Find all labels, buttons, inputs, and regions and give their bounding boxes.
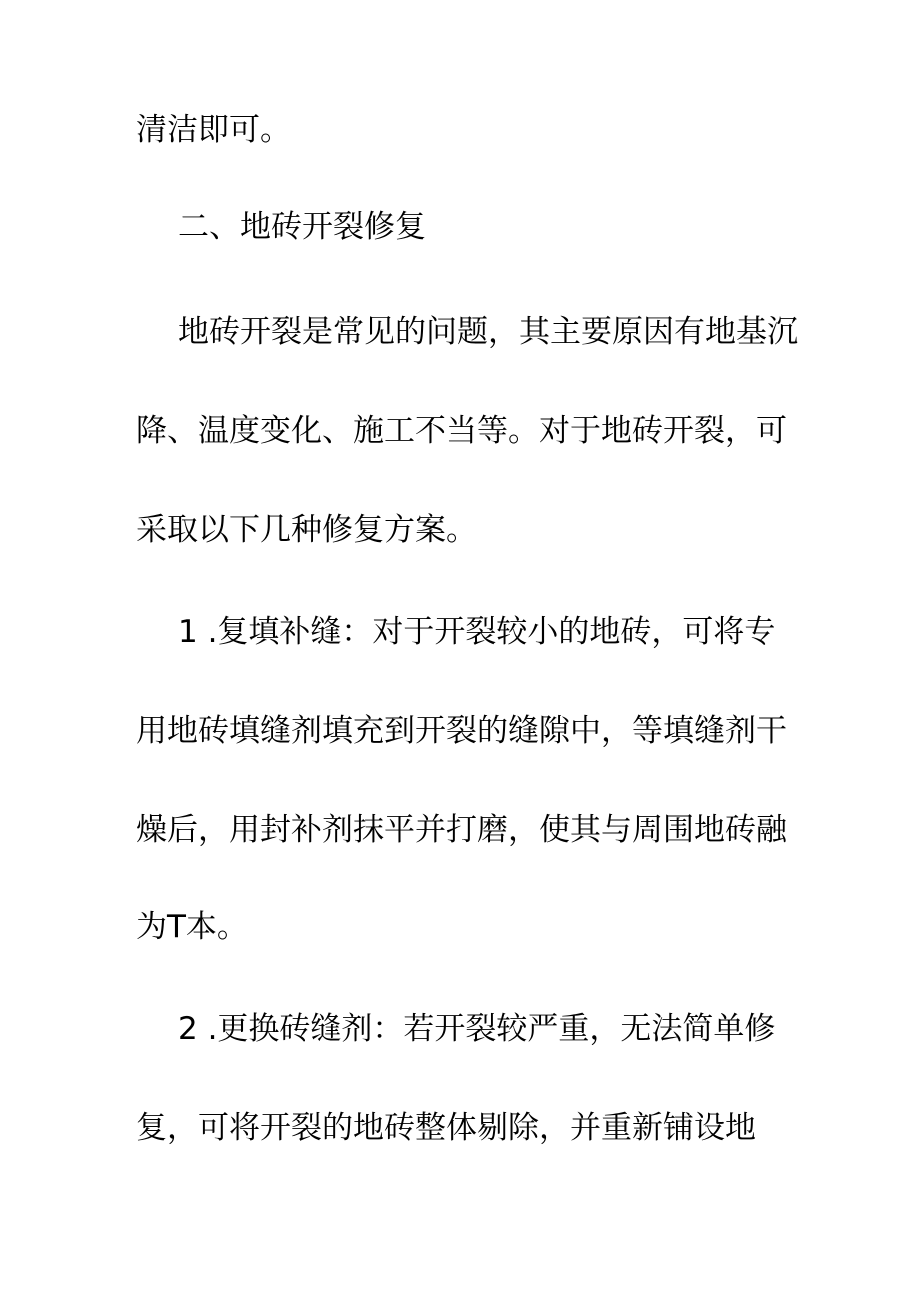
list-item-2: 2 .更换砖缝剂：若开裂较严重，无法简单修: [178, 1011, 776, 1047]
text-line: 为T本。: [136, 909, 248, 945]
section-heading: 二、地砖开裂修复: [178, 209, 426, 245]
text-line: 降、温度变化、施工不当等。对于地砖开裂，可: [136, 413, 787, 449]
text-line: 用地砖填缝剂填充到开裂的缝隙中，等填缝剂干: [136, 713, 787, 749]
text-line: 复，可将开裂的地砖整体剔除，并重新铺设地: [136, 1110, 756, 1146]
text-line: 地砖开裂是常见的问题，其主要原因有地基沉: [178, 314, 798, 350]
list-item-1: 1 .复填补缝：对于开裂较小的地砖，可将专: [178, 614, 776, 650]
text-line: 采取以下几种修复方案。: [136, 512, 477, 548]
text-line: 燥后，用封补剂抹平并打磨，使其与周围地砖融: [136, 812, 787, 848]
text-line: 清洁即可。: [136, 112, 291, 148]
